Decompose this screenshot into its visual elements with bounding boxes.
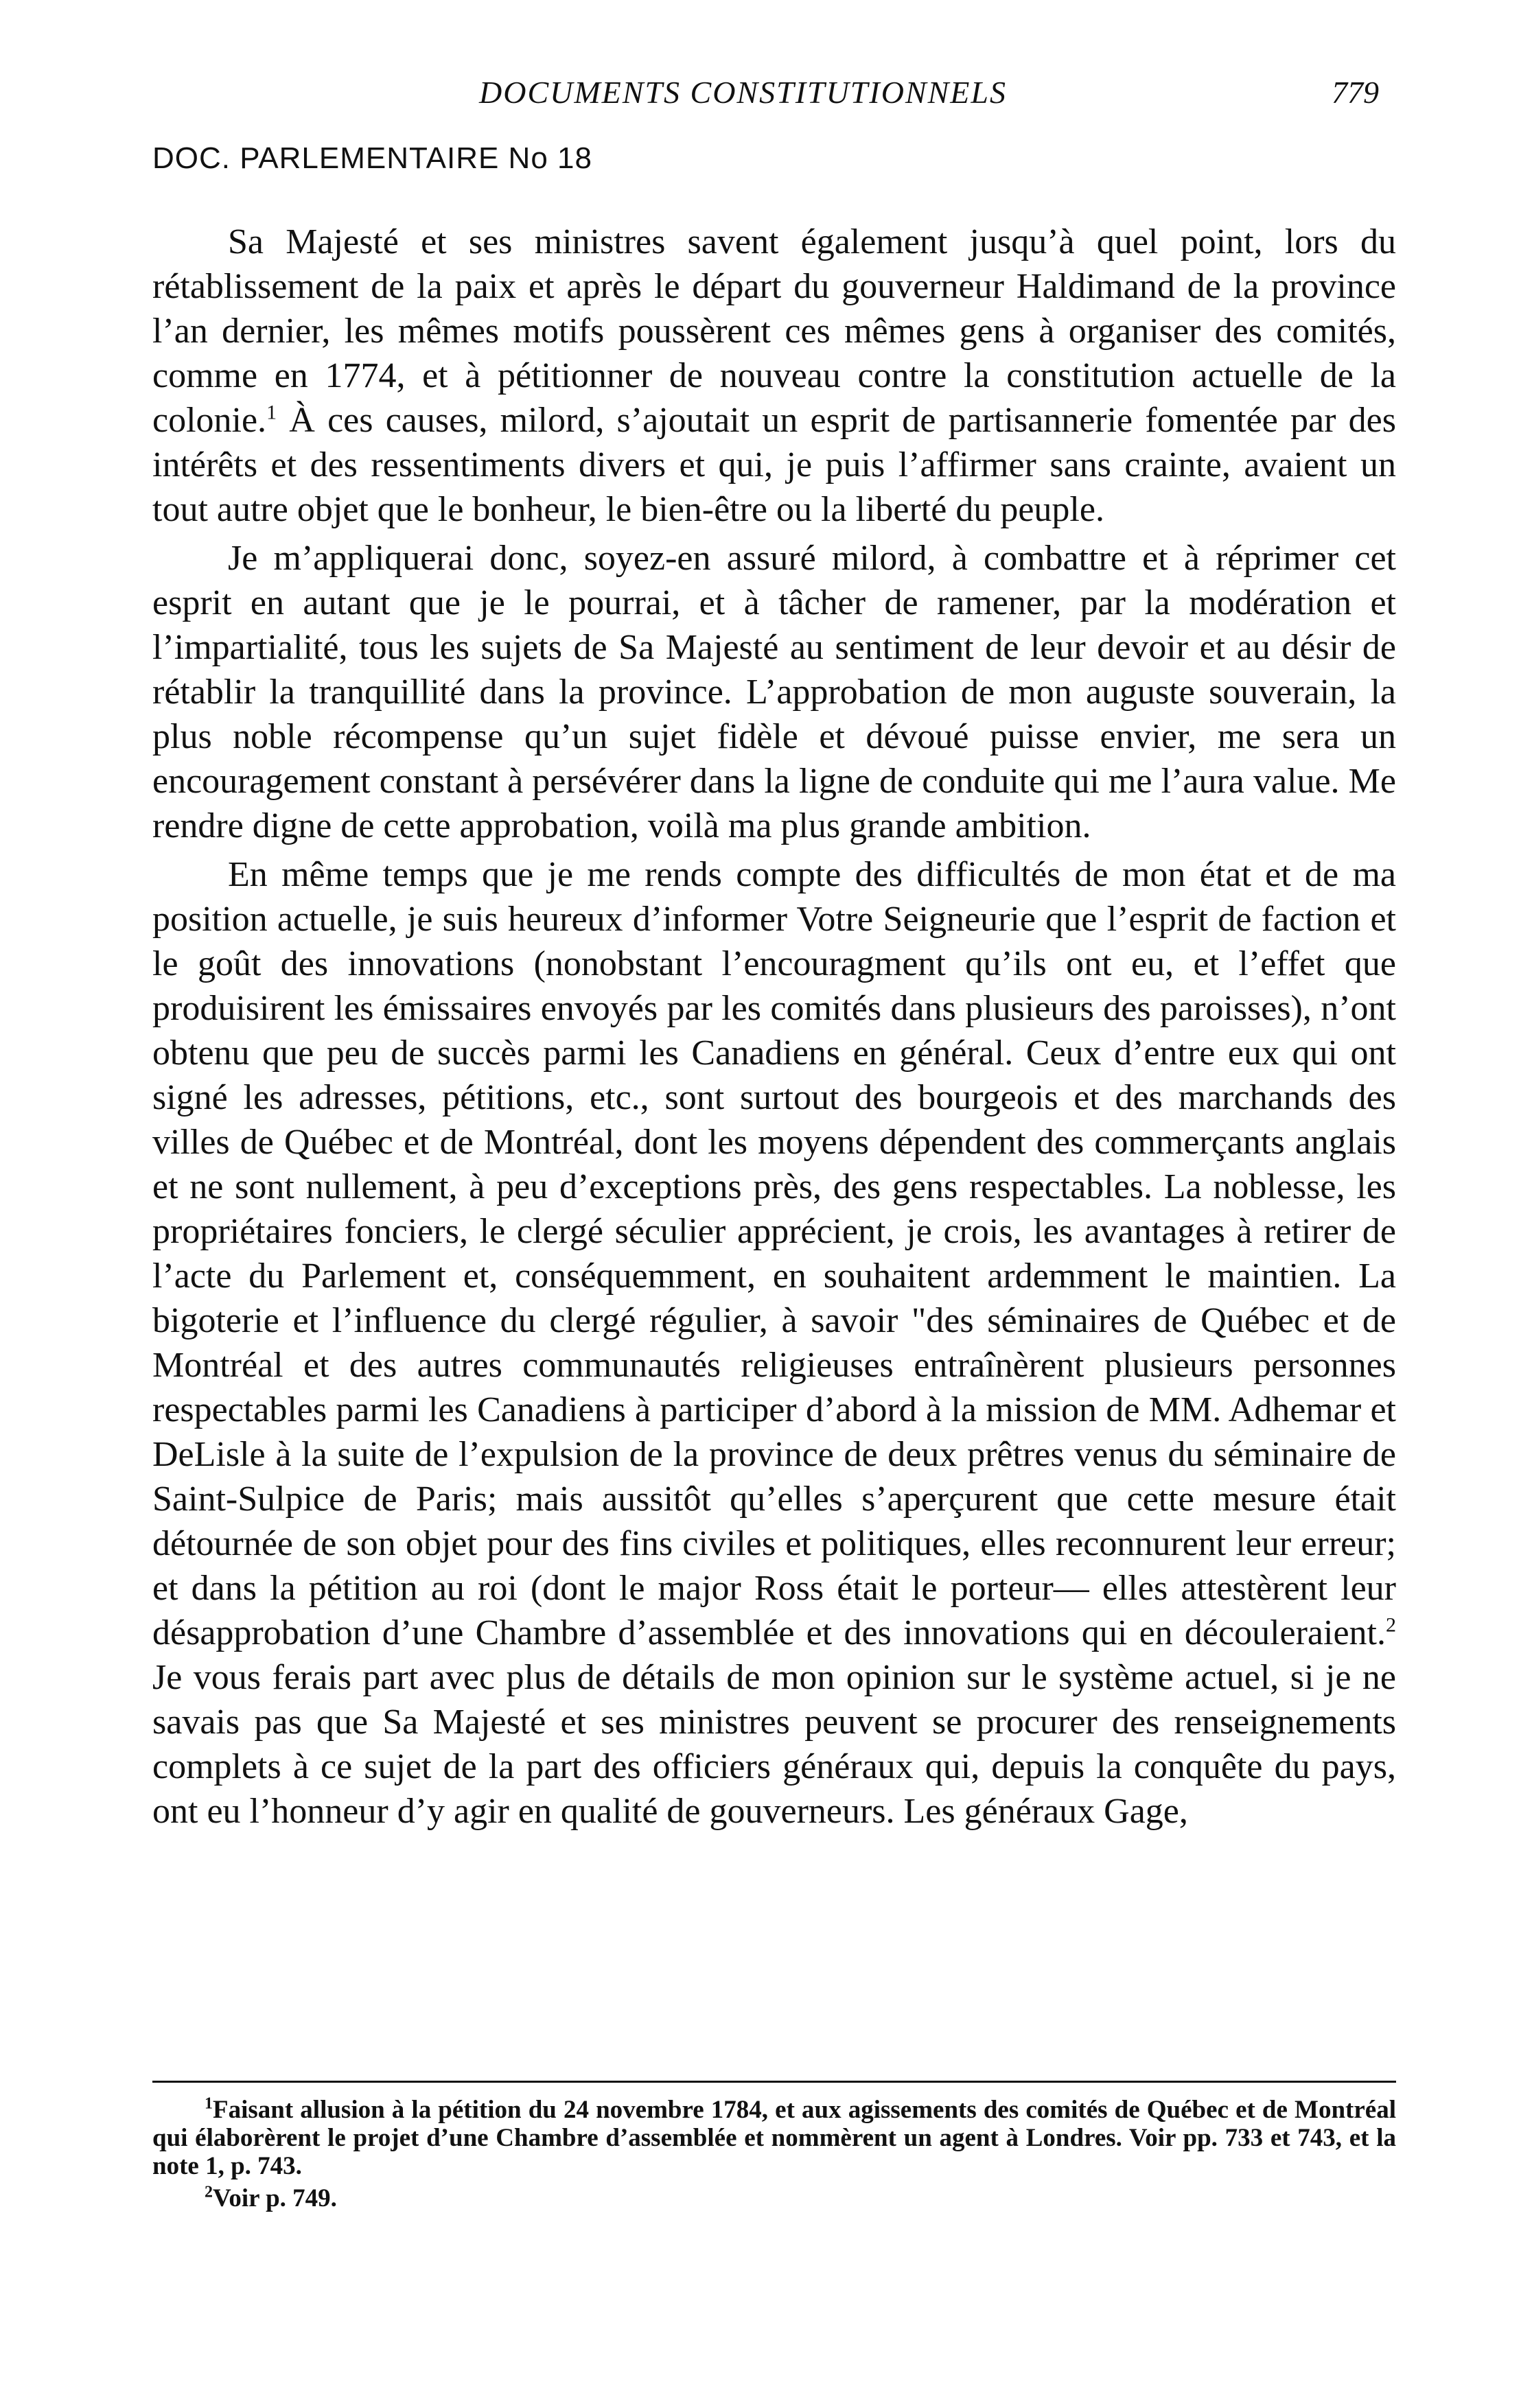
footnote-reference: 1	[266, 401, 277, 424]
footnote-marker: 1	[205, 2094, 213, 2113]
paragraph-1	[152, 220, 1396, 532]
footnote	[152, 2184, 1396, 2212]
footnote-text: Faisant allusion à la pétition du 24 novembre 1784, et aux agissements des comités de Québec et de Montréal qui élaborèrent le projet d’une Chambre d’assemblée et nommèrent un agent à Londres. Voir pp. 733 et 743, et la note 1, p. 743.	[152, 2096, 1396, 2180]
body-text	[152, 220, 1396, 1838]
paragraph-text: À ces causes, milord, s’ajoutait un esprit de partisannerie fomentée par des intérêts et des ressentiments divers et qui, je puis l’affirmer sans crainte, avaient un tout autre objet que le bonheur, le bien-être ou la liberté du peuple.	[152, 401, 1396, 529]
running-title: DOCUMENTS CONSTITUTIONNELS	[479, 75, 1007, 110]
footnotes	[152, 2096, 1396, 2217]
page-number: 779	[1332, 75, 1379, 110]
paragraph-text: En même temps que je me rends compte des difficultés de mon état et de ma position actuelle, je suis heureux d’informer Votre Seigneurie que l’esprit de faction et le goût des innovations (nonobstant l’encouragment qu’ils ont eu, et l’effet que produisirent les émissaires envoyés par les comités dans plusieurs des paroisses), n’ont obtenu que peu de succès parmi les Canadiens en général. Ceux d’entre eux qui ont signé les adresses, pétitions, etc., sont surtout des bourgeois et des marchands des villes de Québec et de Montréal, dont les moyens dépendent des commerçants anglais et ne sont nullement, à peu d’exceptions près, des gens respectables. La noblesse, les propriétaires fonciers, le clergé séculier apprécient, je crois, les avantages à retirer de l’acte du Parlement et, conséquemment, en souhaitent ardemment le maintien. La bigoterie et l’influence du clergé régulier, à savoir "des séminaires de Québec et de Montréal et des autres communautés religieuses entraînèrent plusieurs personnes respectables parmi les Canadiens à participer d’abord à la mission de MM. Adhemar et DeLisle à la suite de l’expulsion de la province de deux prêtres venus du séminaire de Saint-Sulpice de Paris; mais aussitôt qu’elles s’aperçurent que cette mesure était détournée de son objet pour des fins civiles et politiques, elles reconnurent leur erreur; et dans la pétition au roi (dont le major Ross était le porteur— elles attestèrent leur désapprobation d’une Chambre d’assemblée et des innovations qui en découleraient.	[152, 855, 1396, 1652]
footnote-reference: 2	[1386, 1613, 1396, 1637]
paragraph-3	[152, 852, 1396, 1834]
paragraph-text: Sa Majesté et ses ministres savent également jusqu’à quel point, lors du rétablissement de la paix et après le départ du gouverneur Haldimand de la province l’an dernier, les mêmes motifs poussèrent ces mêmes gens à organiser des comités, comme en 1774, et à pétitionner de nouveau contre la constitution actuelle de la colonie.	[152, 222, 1396, 440]
footnote-text: Voir p. 749.	[213, 2184, 337, 2212]
paragraph-text: Je m’appliquerai donc, soyez-en assuré milord, à combattre et à réprimer cet esprit en autant que je le pourrai, et à tâcher de ramener, par la modération et l’impartialité, tous les sujets de Sa Majesté au sentiment de leur devoir et au désir de rétablir la tranquillité dans la province. L’approbation de mon auguste souverain, la plus noble récompense qu’un sujet fidèle et dévoué puisse envier, me sera un encouragement constant à persévérer dans la ligne de conduite qui me l’aura value. Me rendre digne de cette approbation, voilà ma plus grande ambition.	[152, 539, 1396, 845]
paragraph-text: Je vous ferais part avec plus de détails de mon opinion sur le système actuel, si je ne savais pas que Sa Majesté et ses ministres peuvent se procurer des renseignements complets à ce sujet de la part des officiers généraux qui, depuis la conquête du pays, ont eu l’honneur d’y agir en qualité de gouverneurs. Les généraux Gage,	[152, 1658, 1396, 1831]
footnote	[152, 2096, 1396, 2180]
paragraph-2	[152, 536, 1396, 848]
running-head	[0, 74, 1532, 115]
footnote-divider	[152, 2081, 1396, 2083]
footnote-marker: 2	[205, 2183, 213, 2201]
document-label: DOC. PARLEMENTAIRE No 18	[152, 141, 592, 175]
